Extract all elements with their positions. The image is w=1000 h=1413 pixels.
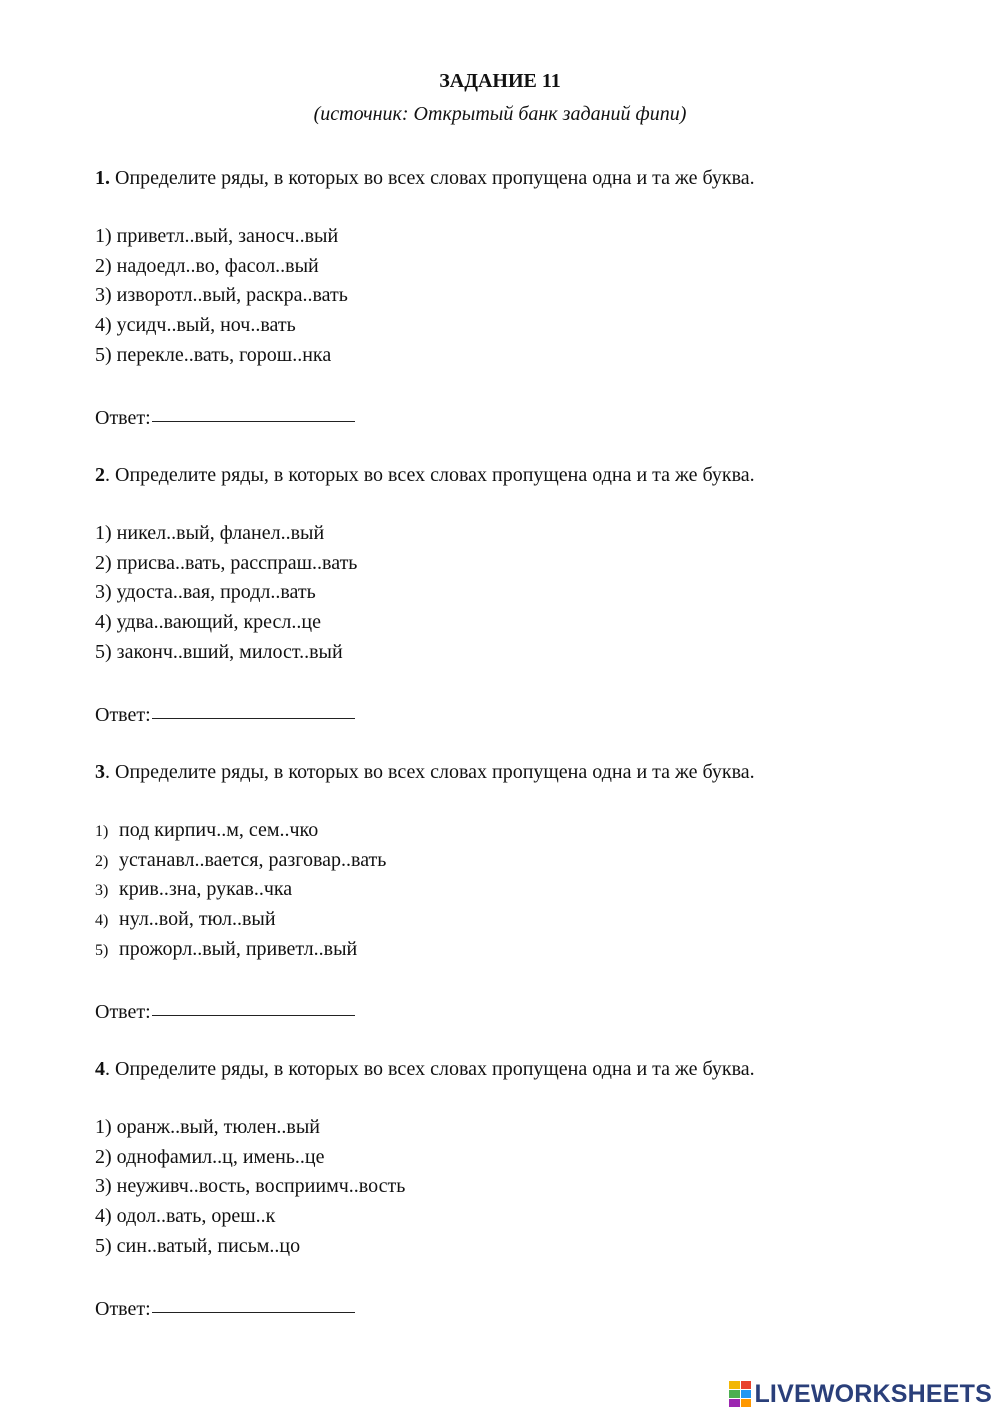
option-text: однофамил..ц, имень..це — [111, 1145, 325, 1168]
option-number: 1) — [95, 823, 109, 840]
page-title: ЗАДАНИЕ 11 — [439, 70, 561, 92]
option-number: 4) — [95, 912, 109, 930]
task-1 — [95, 163, 955, 431]
logo-text: LIVEWORKSHEETS — [754, 1379, 992, 1408]
answer-input[interactable] — [152, 401, 355, 422]
question-number: 1. — [95, 167, 110, 189]
option-text: никел..вый, фланел..вый — [111, 522, 325, 544]
logo-square — [729, 1390, 740, 1398]
option-text: изворотл..вый, раскра..вать — [111, 284, 348, 307]
option-2 — [95, 846, 955, 876]
question — [95, 460, 955, 490]
option-number: 5) — [95, 640, 112, 663]
question — [95, 757, 955, 787]
option-number: 3) — [95, 1175, 112, 1198]
option-text: устанавл..вается, разговар..вать — [119, 848, 387, 871]
logo-mark-icon — [729, 1381, 751, 1407]
option-text: одол..вать, ореш..к — [111, 1205, 276, 1228]
option-2 — [95, 1143, 955, 1173]
option-text: присва..вать, расспраш..вать — [111, 551, 358, 574]
question-text: Определите ряды, в которых во всех словах пропущена одна и та же буква. — [110, 167, 755, 189]
option-text: надоедл..во, фасол..вый — [111, 254, 319, 277]
option-number: 4) — [95, 1205, 112, 1228]
option-number: 1) — [95, 522, 112, 544]
answer-input[interactable] — [152, 1292, 355, 1313]
question — [95, 163, 955, 193]
answer-row — [95, 401, 955, 431]
question-text: . Определите ряды, в которых во всех словах пропущена одна и та же буква. — [105, 464, 755, 486]
option-1 — [95, 1113, 955, 1143]
option-5 — [95, 1232, 955, 1262]
option-text: крив..зна, рукав..чка — [119, 878, 293, 901]
option-3 — [95, 1172, 955, 1202]
answer-label: Ответ: — [95, 704, 151, 727]
option-number: 5) — [95, 343, 112, 366]
option-number: 1) — [95, 1116, 112, 1138]
option-3 — [95, 875, 955, 905]
task-3 — [95, 757, 955, 1025]
option-2 — [95, 252, 955, 282]
option-text: оранж..вый, тюлен..вый — [111, 1116, 320, 1138]
option-text: под кирпич..м, сем..чко — [119, 819, 319, 841]
answer-row — [95, 698, 955, 728]
option-text: нул..вой, тюл..вый — [119, 908, 276, 931]
page-subtitle: (источник: Открытый банк заданий фипи) — [313, 103, 687, 125]
option-text: усидч..вый, ноч..вать — [111, 314, 296, 337]
option-number: 3) — [95, 882, 109, 900]
option-number: 1) — [95, 225, 112, 247]
option-5 — [95, 638, 955, 668]
liveworksheets-logo[interactable] — [729, 1376, 992, 1412]
option-text: законч..вший, милост..вый — [111, 640, 343, 663]
task-4 — [95, 1054, 955, 1322]
answer-row — [95, 1292, 955, 1322]
option-3 — [95, 281, 955, 311]
answer-label: Ответ: — [95, 407, 151, 430]
answer-input[interactable] — [152, 698, 355, 719]
option-text: приветл..вый, заносч..вый — [111, 225, 339, 247]
logo-square — [741, 1399, 752, 1407]
logo-square — [729, 1399, 740, 1407]
logo-square — [729, 1381, 740, 1389]
question-number: 2 — [95, 464, 105, 486]
option-text: неуживч..вость, восприимч..вость — [111, 1175, 406, 1198]
answer-label: Ответ: — [95, 1001, 151, 1024]
logo-square — [741, 1390, 752, 1398]
option-1 — [95, 519, 955, 549]
option-1 — [95, 816, 955, 846]
question-text: . Определите ряды, в которых во всех словах пропущена одна и та же буква. — [105, 761, 755, 783]
option-number: 2) — [95, 551, 112, 574]
option-4 — [95, 1202, 955, 1232]
option-3 — [95, 578, 955, 608]
option-number: 2) — [95, 852, 109, 870]
option-number: 2) — [95, 1145, 112, 1168]
option-text: син..ватый, письм..цо — [111, 1234, 301, 1257]
option-text: прожорл..вый, приветл..вый — [119, 937, 358, 960]
question — [95, 1054, 955, 1084]
option-5 — [95, 341, 955, 371]
question-number: 3 — [95, 761, 105, 783]
option-2 — [95, 549, 955, 579]
option-number: 5) — [95, 1234, 112, 1257]
question-text: . Определите ряды, в которых во всех словах пропущена одна и та же буква. — [105, 1058, 755, 1080]
logo-square — [741, 1381, 752, 1389]
option-number: 2) — [95, 254, 112, 277]
option-number: 3) — [95, 581, 112, 604]
option-text: удва..вающий, кресл..це — [111, 611, 321, 634]
answer-label: Ответ: — [95, 1298, 151, 1321]
option-text: перекле..вать, горош..нка — [111, 343, 332, 366]
answer-row — [95, 995, 955, 1025]
option-number: 4) — [95, 611, 112, 634]
answer-input[interactable] — [152, 995, 355, 1016]
option-number: 3) — [95, 284, 112, 307]
option-number: 4) — [95, 314, 112, 337]
question-number: 4 — [95, 1058, 105, 1080]
option-5 — [95, 935, 955, 965]
option-4 — [95, 905, 955, 935]
option-1 — [95, 222, 955, 252]
task-2 — [95, 460, 955, 728]
option-4 — [95, 311, 955, 341]
option-number: 5) — [95, 941, 109, 959]
option-text: удоста..вая, продл..вать — [111, 581, 316, 604]
option-4 — [95, 608, 955, 638]
